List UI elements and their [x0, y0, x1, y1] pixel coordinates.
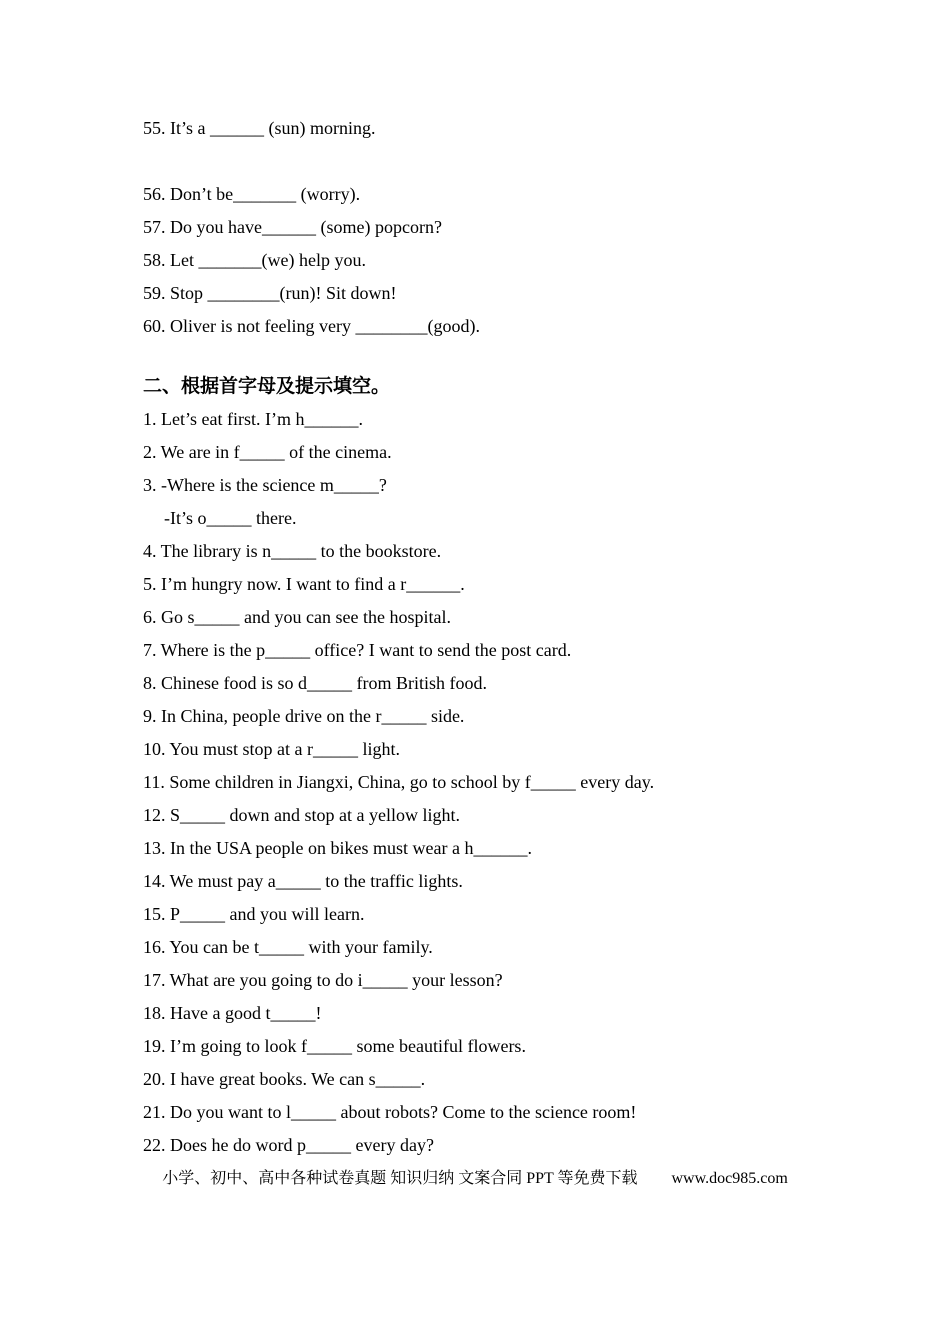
exercise-line: 13. In the USA people on bikes must wear a h______.	[143, 838, 532, 858]
exercise-line: 3. -Where is the science m_____?	[143, 475, 387, 495]
exercise-line: 16. You can be t_____ with your family.	[143, 937, 433, 957]
exercise-line: 10. You must stop at a r_____ light.	[143, 739, 401, 759]
exercise-line: 2. We are in f_____ of the cinema.	[143, 442, 392, 462]
exercise-line: 15. P_____ and you will learn.	[143, 904, 365, 924]
exercise-line: 7. Where is the p_____ office? I want to send the post card.	[143, 640, 572, 660]
section-one-word-form-exercises	[143, 112, 890, 343]
exercise-line: 22. Does he do word p_____ every day?	[143, 1135, 434, 1155]
section-two-heading: 二、根据首字母及提示填空。	[143, 376, 391, 397]
exercise-line: 8. Chinese food is so d_____ from British food.	[143, 673, 487, 693]
page-footer	[0, 1164, 950, 1194]
exercise-line: 4. The library is n_____ to the bookstore.	[143, 541, 442, 561]
exercise-line: 18. Have a good t_____!	[143, 1003, 322, 1023]
exercise-line: 59. Stop ________(run)! Sit down!	[143, 283, 397, 303]
exercise-line: 11. Some children in Jiangxi, China, go to school by f_____ every day.	[143, 772, 655, 792]
exercise-line: 12. S_____ down and stop at a yellow light.	[143, 805, 460, 825]
exercise-line: 19. I’m going to look f_____ some beautiful flowers.	[143, 1036, 526, 1056]
exercise-line: 57. Do you have______ (some) popcorn?	[143, 217, 442, 237]
exercise-line: 58. Let _______(we) help you.	[143, 250, 366, 270]
exercise-line: 1. Let’s eat first. I’m h______.	[143, 409, 363, 429]
exercise-line: 60. Oliver is not feeling very ________(good).	[143, 316, 480, 336]
section-two-first-letter-exercises	[143, 403, 890, 1162]
exercise-line: 21. Do you want to l_____ about robots? Come to the science room!	[143, 1102, 637, 1122]
exercise-line: 17. What are you going to do i_____ your lesson?	[143, 970, 503, 990]
exercise-line: 5. I’m hungry now. I want to find a r______.	[143, 574, 465, 594]
exercise-line: 56. Don’t be_______ (worry).	[143, 184, 361, 204]
exercise-line: 9. In China, people drive on the r_____ side.	[143, 706, 465, 726]
exercise-line: 6. Go s_____ and you can see the hospital.	[143, 607, 451, 627]
exercise-line: 55. It’s a ______ (sun) morning.	[143, 118, 376, 138]
exercise-line: 14. We must pay a_____ to the traffic lights.	[143, 871, 463, 891]
exercise-line: -It’s o_____ there.	[164, 508, 297, 528]
footer-promo-text: 小学、初中、高中各种试卷真题 知识归纳 文案合同 PPT 等免费下载	[162, 1170, 638, 1187]
footer-site-url: www.doc985.com	[671, 1170, 788, 1187]
exercise-line: 20. I have great books. We can s_____.	[143, 1069, 426, 1089]
